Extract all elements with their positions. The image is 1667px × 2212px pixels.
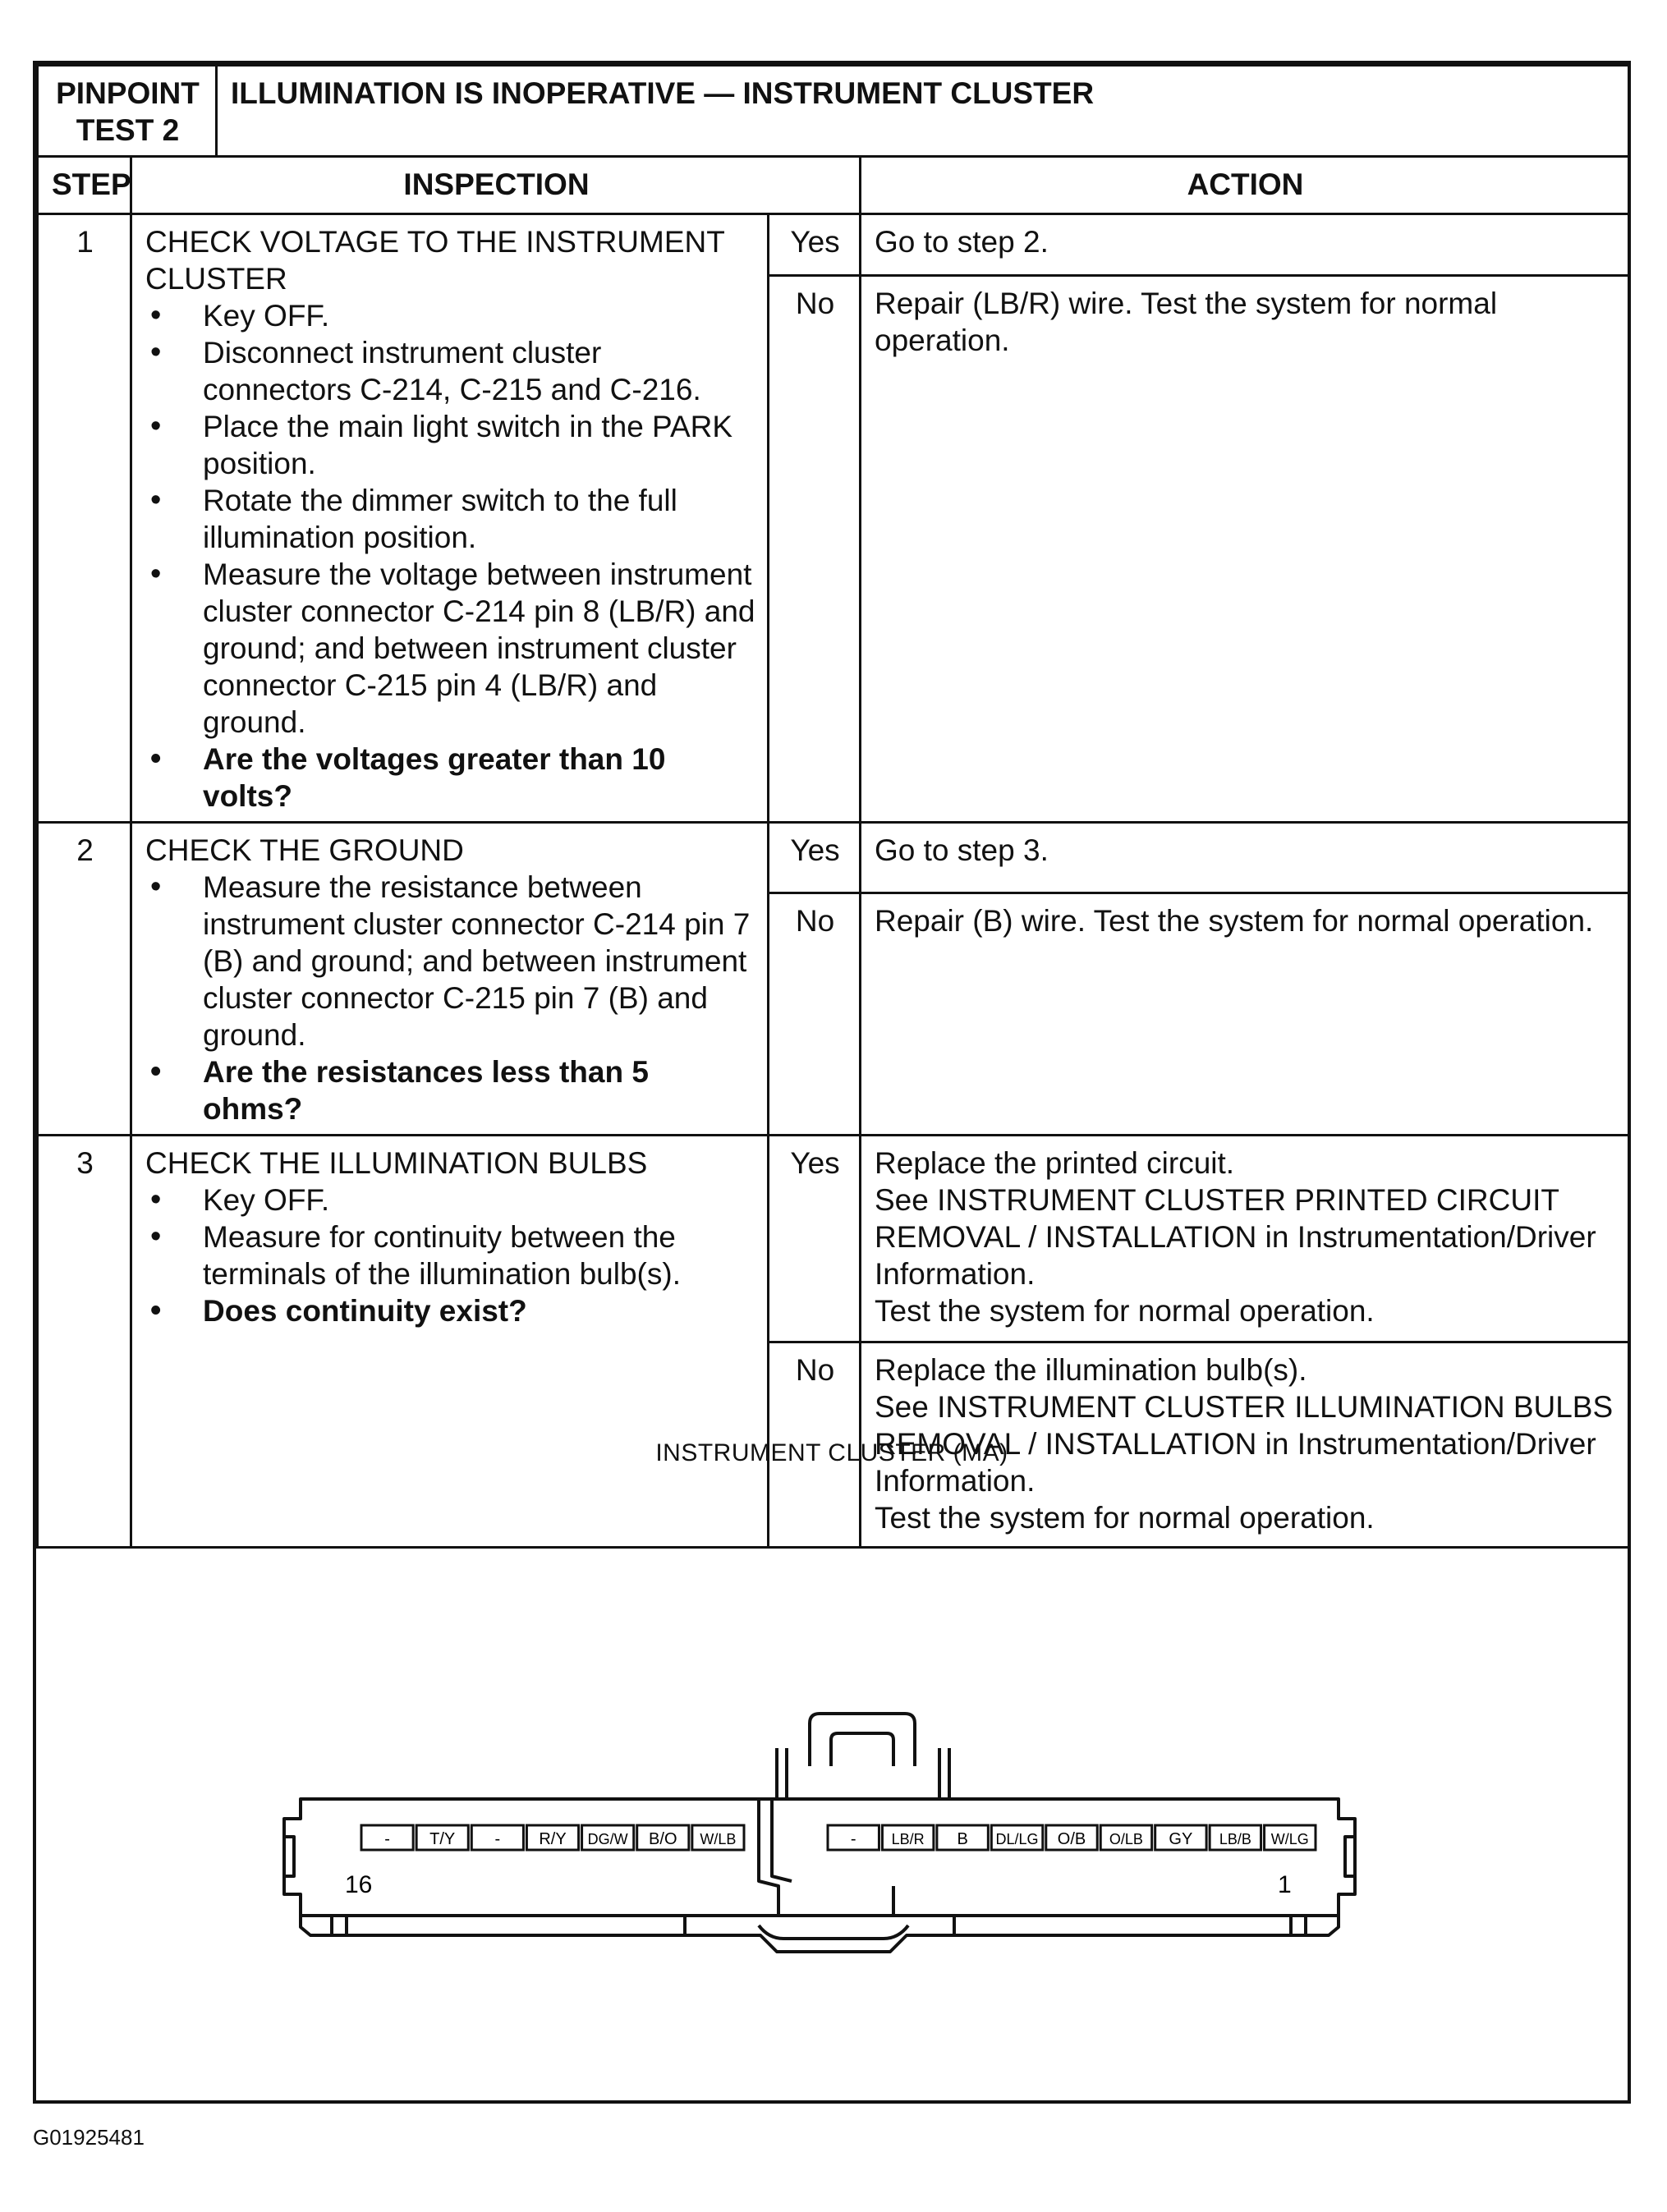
left-pin-row [361, 1825, 744, 1850]
pinpoint-test-sheet [33, 61, 1631, 2104]
step-1-no-action-line: Repair (LB/R) wire. Test the system for normal operation. [875, 287, 1498, 358]
step-3-no-label: No [769, 1342, 861, 1548]
step-2-no-action [861, 893, 1629, 1136]
left-pin-label-6: B/O [649, 1830, 677, 1848]
step-1-bullet-1: • Key OFF. [145, 297, 755, 334]
step-1-no-action [861, 276, 1629, 823]
step-3-yes-action-line-3: Test the system for normal operation. [875, 1294, 1375, 1328]
step-2-yes-action [861, 823, 1629, 893]
step-1-bullet-5: • Measure the voltage between instrument cluster connector C-214 pin 8 (LB/R) and ground; and between instrument cluster connector C-215 pin 4 (LB/R) and ground. [145, 556, 755, 741]
left-pin-label-3: - [494, 1830, 501, 1848]
step-1-bullet-4: • Rotate the dimmer switch to the full illumination position. [145, 482, 755, 556]
connector-latch [810, 1714, 915, 1766]
diagram-title: INSTRUMENT CLUSTER (MA) [655, 1439, 1008, 1466]
step-1-question: • Are the voltages greater than 10 volts? [145, 741, 755, 815]
step-3-no-action-line-1: Replace the illumination bulb(s). [875, 1353, 1307, 1387]
step-3-yes-action-line-1: Replace the printed circuit. [875, 1146, 1235, 1180]
step-2-yes-action-line: Go to step 3. [875, 833, 1049, 867]
pin-16-label: 16 [345, 1871, 373, 1898]
right-pin-label-7: GY [1169, 1830, 1193, 1848]
step-2-no-action-line: Repair (B) wire. Test the system for normal operation. [875, 904, 1594, 938]
step-column-header: STEP [38, 157, 131, 214]
connector-diagram [36, 1380, 1628, 2100]
right-pin-label-9: W/LG [1270, 1831, 1309, 1847]
test-label: PINPOINT TEST 2 [38, 66, 217, 157]
right-pin-label-8: LB/B [1219, 1831, 1251, 1847]
right-pin-label-2: LB/R [891, 1831, 925, 1847]
test-title: ILLUMINATION IS INOPERATIVE — INSTRUMENT CLUSTER [217, 66, 1629, 157]
step-3-yes-row [38, 1136, 1629, 1342]
step-1-yes-action-line: Go to step 2. [875, 225, 1049, 259]
step-2-title: CHECK THE GROUND [145, 833, 464, 867]
step-1-no-label: No [769, 276, 861, 823]
left-pin-label-5: DG/W [587, 1831, 628, 1847]
step-2-yes-label: Yes [769, 823, 861, 893]
figure-id: G01925481 [33, 2125, 145, 2150]
step-1-inspection [131, 214, 769, 823]
column-header-row [38, 157, 1629, 214]
step-1-title: CHECK VOLTAGE TO THE INSTRUMENT CLUSTER [145, 225, 725, 296]
inspection-column-header: INSPECTION [131, 157, 861, 214]
step-3-no-action-line-2: See INSTRUMENT CLUSTER ILLUMINATION BULBS REMOVAL / INSTALLATION in Instrumentation/Driver Information. [875, 1390, 1614, 1498]
step-1-yes-label: Yes [769, 214, 861, 276]
step-3-yes-action [861, 1136, 1629, 1342]
step-1-yes-row [38, 214, 1629, 276]
right-pin-label-1: - [850, 1830, 856, 1848]
step-2-question: • Are the resistances less than 5 ohms? [145, 1053, 755, 1127]
step-3-title: CHECK THE ILLUMINATION BULBS [145, 1146, 648, 1180]
step-3-no-action-line-3: Test the system for normal operation. [875, 1501, 1375, 1535]
right-pin-row [828, 1825, 1316, 1850]
right-pin-label-3: B [957, 1830, 968, 1848]
action-column-header: ACTION [861, 157, 1629, 214]
left-pin-label-2: T/Y [429, 1830, 456, 1848]
pinpoint-test-table [36, 64, 1630, 1549]
step-3-question: • Does continuity exist? [145, 1292, 755, 1329]
right-pin-label-4: DL/LG [995, 1831, 1039, 1847]
connector-diagram-area [36, 1380, 1628, 2100]
pin-1-label: 1 [1278, 1871, 1292, 1898]
step-1-bullet-2: • Disconnect instrument cluster connectors C-214, C-215 and C-216. [145, 334, 755, 408]
left-pin-label-4: R/Y [539, 1830, 567, 1848]
step-1-bullet-3: • Place the main light switch in the PARK position. [145, 408, 755, 482]
connector-body [284, 1799, 1355, 1952]
step-2-no-label: No [769, 893, 861, 1136]
left-pin-label-7: W/LB [700, 1831, 737, 1847]
step-1-yes-action [861, 214, 1629, 276]
step-1-number: 1 [38, 214, 131, 823]
step-3-yes-label: Yes [769, 1136, 861, 1342]
step-2-inspection [131, 823, 769, 1136]
step-3-bullet-2: • Measure for continuity between the terminals of the illumination bulb(s). [145, 1218, 755, 1292]
left-pin-label-1: - [384, 1830, 390, 1848]
step-3-yes-action-line-2: See INSTRUMENT CLUSTER PRINTED CIRCUIT REMOVAL / INSTALLATION in Instrumentation/Driver Information. [875, 1183, 1596, 1291]
right-pin-label-5: O/B [1057, 1830, 1086, 1848]
step-3-bullet-1: • Key OFF. [145, 1182, 755, 1218]
step-2-number: 2 [38, 823, 131, 1136]
step-2-bullet-1: • Measure the resistance between instrument cluster connector C-214 pin 7 (B) and ground; and between instrument cluster connector C-215 pin 7 (B) and ground. [145, 869, 755, 1053]
test-header-row [38, 66, 1629, 157]
connector-latch-inner [831, 1733, 893, 1766]
right-pin-label-6: O/LB [1109, 1831, 1143, 1847]
step-2-yes-row [38, 823, 1629, 893]
step-3-number: 3 [38, 1136, 131, 1548]
